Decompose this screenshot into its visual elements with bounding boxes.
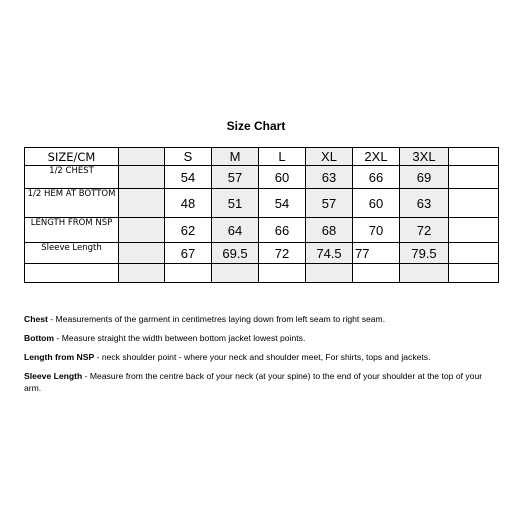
row-label-cell: LENGTH FROM NSP [25, 218, 119, 243]
empty-cell [119, 218, 165, 243]
header-size-cell: 2XL [353, 148, 400, 166]
table-row [25, 243, 499, 264]
empty-cell [119, 148, 165, 166]
empty-cell [165, 264, 212, 283]
header-size-cell: 3XL [400, 148, 449, 166]
value-cell: 66 [259, 218, 306, 243]
empty-cell [449, 264, 499, 283]
value-cell: 62 [165, 218, 212, 243]
empty-cell [306, 264, 353, 283]
empty-cell [119, 243, 165, 264]
page-title: Size Chart [226, 119, 286, 133]
empty-cell [119, 264, 165, 283]
empty-cell [259, 264, 306, 283]
note-chest [24, 313, 486, 325]
value-cell: 64 [212, 218, 259, 243]
note-length-from-nsp [24, 351, 486, 363]
empty-cell [449, 189, 499, 218]
empty-cell [119, 166, 165, 189]
value-cell: 79.5 [400, 243, 449, 264]
note-bottom [24, 332, 486, 344]
note-term: Sleeve Length [24, 371, 83, 381]
empty-cell [25, 264, 119, 283]
value-cell: 72 [259, 243, 306, 264]
row-label-cell: 1/2 CHEST [25, 166, 119, 189]
note-term: Length from NSP [24, 352, 95, 362]
value-cell: 77 [353, 243, 400, 264]
header-label-cell: SIZE/CM [25, 148, 119, 166]
note-text: - Measure straight the width between bottom jacket lowest points. [54, 333, 306, 343]
size-chart-table [24, 147, 499, 283]
empty-cell [400, 264, 449, 283]
note-term: Bottom [24, 333, 55, 343]
table-header-row [25, 148, 499, 166]
value-cell: 54 [165, 166, 212, 189]
value-cell: 67 [165, 243, 212, 264]
measurement-notes [24, 313, 486, 401]
table-row-empty [25, 264, 499, 283]
value-cell: 69.5 [212, 243, 259, 264]
value-cell: 48 [165, 189, 212, 218]
value-cell: 63 [306, 166, 353, 189]
value-cell: 70 [353, 218, 400, 243]
empty-cell [449, 218, 499, 243]
header-size-cell: M [212, 148, 259, 166]
header-size-cell: XL [306, 148, 353, 166]
note-term: Chest [24, 314, 48, 324]
empty-cell [449, 243, 499, 264]
value-cell: 57 [306, 189, 353, 218]
value-cell: 68 [306, 218, 353, 243]
header-size-cell: L [259, 148, 306, 166]
empty-cell [353, 264, 400, 283]
table-row [25, 189, 499, 218]
value-cell: 74.5 [306, 243, 353, 264]
value-cell: 57 [212, 166, 259, 189]
note-sleeve-length [24, 370, 486, 394]
value-cell: 60 [353, 189, 400, 218]
value-cell: 66 [353, 166, 400, 189]
note-text: - Measurements of the garment in centimetres laying down from left seam to right seam. [47, 314, 386, 324]
value-cell: 72 [400, 218, 449, 243]
header-size-cell: S [165, 148, 212, 166]
row-label-cell: Sleeve Length [25, 243, 119, 264]
value-cell: 69 [400, 166, 449, 189]
empty-cell [212, 264, 259, 283]
empty-cell [449, 148, 499, 166]
value-cell: 54 [259, 189, 306, 218]
row-label-cell: 1/2 HEM AT BOTTOM [25, 189, 119, 218]
value-cell: 60 [259, 166, 306, 189]
value-cell: 51 [212, 189, 259, 218]
empty-cell [119, 189, 165, 218]
note-text: - neck shoulder point - where your neck and shoulder meet, For shirts, tops and jackets. [94, 352, 431, 362]
value-cell: 63 [400, 189, 449, 218]
note-text: - Measure from the centre back of your neck (at your spine) to the end of your shoulder at the top of your arm. [24, 371, 483, 393]
table-row [25, 218, 499, 243]
empty-cell [449, 166, 499, 189]
table-row [25, 166, 499, 189]
